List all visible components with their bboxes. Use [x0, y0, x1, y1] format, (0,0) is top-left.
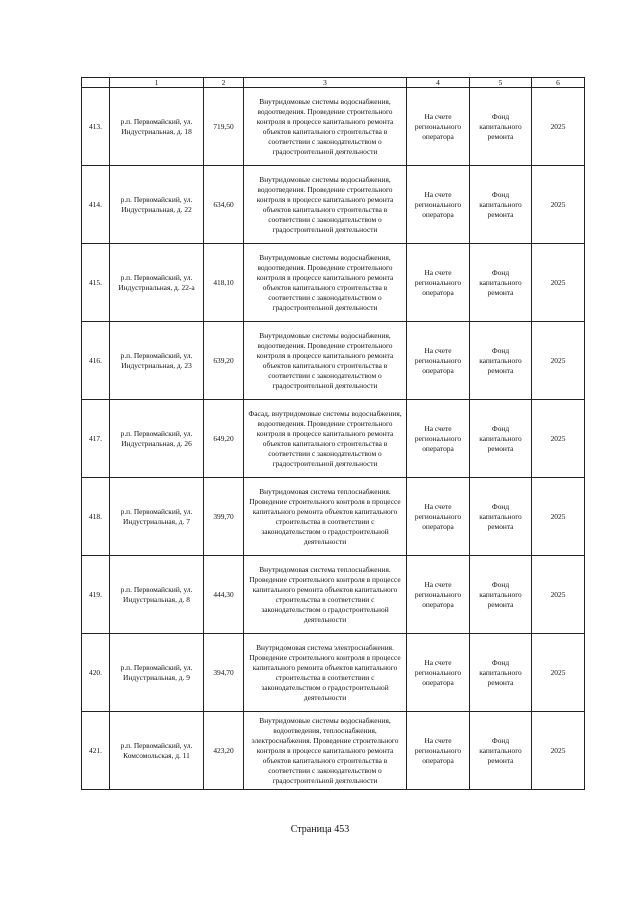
year-cell: 2025 [532, 88, 585, 166]
area-cell: 634,60 [204, 166, 244, 244]
row-number: 419. [82, 556, 110, 634]
table-row [82, 478, 585, 556]
funding-method-cell: На счете регионального оператора [407, 634, 470, 712]
address-cell: р.п. Первомайский, ул. Комсомольская, д. 11 [110, 712, 204, 790]
table-row [82, 400, 585, 478]
area-cell: 649,20 [204, 400, 244, 478]
area-cell: 399,70 [204, 478, 244, 556]
funding-method-cell: На счете регионального оператора [407, 556, 470, 634]
fund-source-cell: Фонд капитального ремонта [470, 166, 532, 244]
address-cell: р.п. Первомайский, ул. Индустриальная, д. 7 [110, 478, 204, 556]
year-cell: 2025 [532, 634, 585, 712]
fund-source-cell: Фонд капитального ремонта [470, 400, 532, 478]
table-row [82, 166, 585, 244]
row-number: 416. [82, 322, 110, 400]
header-cell: 3 [244, 78, 407, 88]
area-cell: 719,50 [204, 88, 244, 166]
fund-source-cell: Фонд капитального ремонта [470, 556, 532, 634]
work-description-cell: Фасад, внутридомовые системы водоснабжения, водоотведения. Проведение строительного контроля в процессе капитального ремонта объектов капитального строительства в соответствии с законодательством о градостроительной деятельности [244, 400, 407, 478]
funding-method-cell: На счете регионального оператора [407, 400, 470, 478]
area-cell: 418,10 [204, 244, 244, 322]
area-cell: 394,70 [204, 634, 244, 712]
row-number: 413. [82, 88, 110, 166]
fund-source-cell: Фонд капитального ремонта [470, 322, 532, 400]
funding-method-cell: На счете регионального оператора [407, 712, 470, 790]
year-cell: 2025 [532, 400, 585, 478]
area-cell: 423,20 [204, 712, 244, 790]
address-cell: р.п. Первомайский, ул. Индустриальная, д. 18 [110, 88, 204, 166]
table-row [82, 556, 585, 634]
work-description-cell: Внутридомовая система электроснабжения. Проведение строительного контроля в процессе капитального ремонта объектов капитального строительства в соответствии с законодательством о градостроительной деятельности [244, 634, 407, 712]
work-description-cell: Внутридомовая система теплоснабжения. Проведение строительного контроля в процессе капитального ремонта объектов капитального строительства в соответствии с законодательством о градостроительной деятельности [244, 556, 407, 634]
header-row [82, 78, 585, 88]
work-description-cell: Внутридомовые системы водоснабжения, водоотведения. Проведение строительного контроля в процессе капитального ремонта объектов капитального строительства в соответствии с законодательством о градостроительной деятельности [244, 166, 407, 244]
work-description-cell: Внутридомовые системы водоснабжения, водоотведения. Проведение строительного контроля в процессе капитального ремонта объектов капитального строительства в соответствии с законодательством о градостроительной деятельности [244, 244, 407, 322]
address-cell: р.п. Первомайский, ул. Индустриальная, д. 22-а [110, 244, 204, 322]
funding-method-cell: На счете регионального оператора [407, 322, 470, 400]
year-cell: 2025 [532, 166, 585, 244]
funding-method-cell: На счете регионального оператора [407, 88, 470, 166]
address-cell: р.п. Первомайский, ул. Индустриальная, д. 9 [110, 634, 204, 712]
table-row [82, 634, 585, 712]
work-description-cell: Внутридомовые системы водоснабжения, водоотведения. Проведение строительного контроля в процессе капитального ремонта объектов капитального строительства в соответствии с законодательством о градостроительной деятельности [244, 322, 407, 400]
address-cell: р.п. Первомайский, ул. Индустриальная, д. 23 [110, 322, 204, 400]
row-number: 420. [82, 634, 110, 712]
work-description-cell: Внутридомовая система теплоснабжения. Проведение строительного контроля в процессе капитального ремонта объектов капитального строительства в соответствии с законодательством о градостроительной деятельности [244, 478, 407, 556]
table-row [82, 322, 585, 400]
funding-method-cell: На счете регионального оператора [407, 478, 470, 556]
works-table [81, 77, 585, 790]
row-number: 414. [82, 166, 110, 244]
fund-source-cell: Фонд капитального ремонта [470, 712, 532, 790]
header-cell: 5 [470, 78, 532, 88]
row-number: 417. [82, 400, 110, 478]
fund-source-cell: Фонд капитального ремонта [470, 88, 532, 166]
fund-source-cell: Фонд капитального ремонта [470, 478, 532, 556]
year-cell: 2025 [532, 712, 585, 790]
year-cell: 2025 [532, 322, 585, 400]
row-number: 421. [82, 712, 110, 790]
table-row [82, 244, 585, 322]
funding-method-cell: На счете регионального оператора [407, 244, 470, 322]
header-cell [82, 78, 110, 88]
address-cell: р.п. Первомайский, ул. Индустриальная, д. 8 [110, 556, 204, 634]
address-cell: р.п. Первомайский, ул. Индустриальная, д. 26 [110, 400, 204, 478]
header-cell: 1 [110, 78, 204, 88]
funding-method-cell: На счете регионального оператора [407, 166, 470, 244]
work-description-cell: Внутридомовые системы водоснабжения, водоотведения. Проведение строительного контроля в процессе капитального ремонта объектов капитального строительства в соответствии с законодательством о градостроительной деятельности [244, 88, 407, 166]
fund-source-cell: Фонд капитального ремонта [470, 244, 532, 322]
header-cell: 2 [204, 78, 244, 88]
year-cell: 2025 [532, 556, 585, 634]
fund-source-cell: Фонд капитального ремонта [470, 634, 532, 712]
row-number: 415. [82, 244, 110, 322]
work-description-cell: Внутридомовые системы водоснабжения, водоотведения, теплоснабжения, электроснабжения. Проведение строительного контроля в процессе капитального ремонта объектов капитального строительства в соответствии с законодательством о градостроительной деятельности [244, 712, 407, 790]
year-cell: 2025 [532, 478, 585, 556]
row-number: 418. [82, 478, 110, 556]
header-cell: 6 [532, 78, 585, 88]
header-cell: 4 [407, 78, 470, 88]
area-cell: 444,30 [204, 556, 244, 634]
year-cell: 2025 [532, 244, 585, 322]
table-row [82, 712, 585, 790]
table-row [82, 88, 585, 166]
address-cell: р.п. Первомайский, ул. Индустриальная, д. 22 [110, 166, 204, 244]
page-number: Страница 453 [290, 824, 350, 835]
area-cell: 639,20 [204, 322, 244, 400]
